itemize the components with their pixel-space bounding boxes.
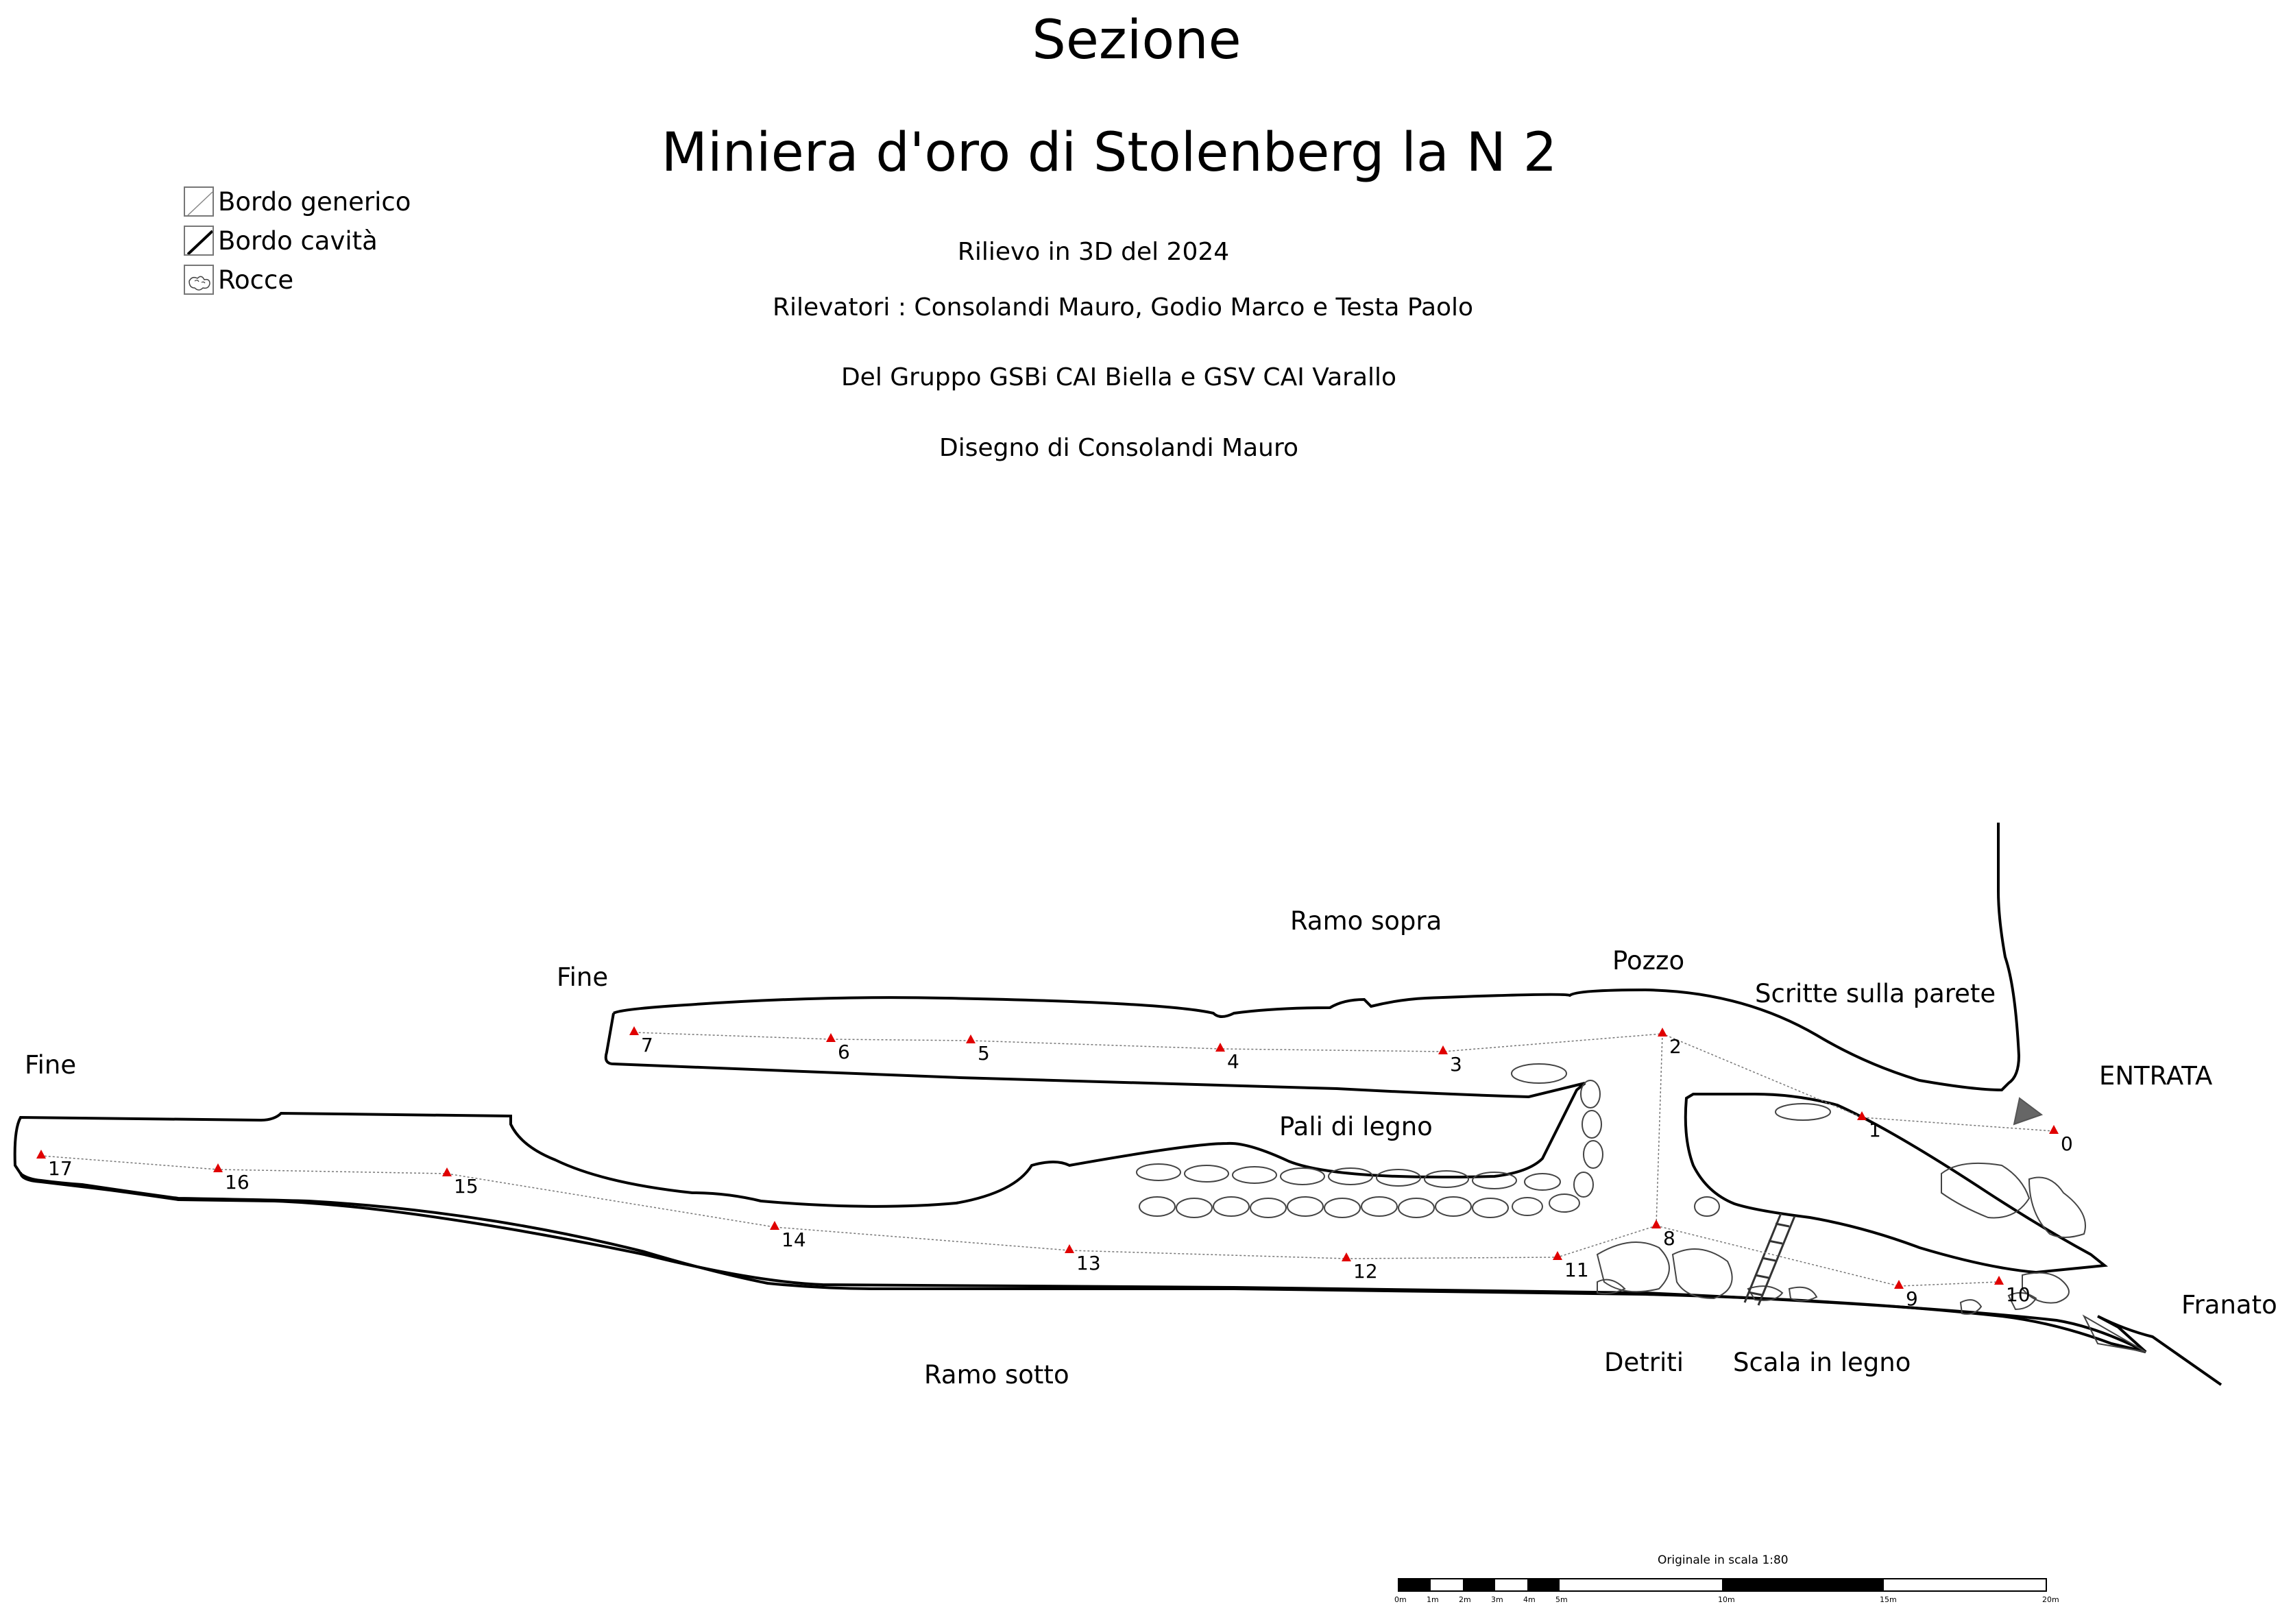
label-ramo-sopra: Ramo sopra <box>1290 906 1442 936</box>
scale-tick-label: 1m <box>1427 1595 1439 1604</box>
station-label: 13 <box>1076 1252 1101 1274</box>
label-ramo-sotto: Ramo sotto <box>924 1360 1069 1390</box>
scale-tick-label: 20m <box>2042 1595 2059 1604</box>
entrance-wall <box>1686 1094 2105 1272</box>
scale-tick-label: 10m <box>1718 1595 1735 1604</box>
wooden-ladder <box>1745 1213 1795 1305</box>
entrance-marker-icon <box>2014 1098 2041 1124</box>
station-marker <box>36 1150 46 1159</box>
label-fine-left: Fine <box>25 1050 77 1080</box>
station-label: 6 <box>838 1041 850 1063</box>
label-scala: Scala in legno <box>1733 1348 1911 1377</box>
station-marker <box>1651 1220 1661 1228</box>
station-marker <box>1994 1276 2004 1285</box>
collapse-wedge <box>2084 1316 2146 1352</box>
scale-tick-label: 2m <box>1459 1595 1471 1604</box>
station-marker <box>1894 1280 1904 1289</box>
legend-label: Bordo generico <box>218 186 411 217</box>
station-label: 12 <box>1353 1260 1378 1283</box>
cave-name: Miniera d'oro di Stolenberg la N 2 <box>661 122 1558 184</box>
station-label: 10 <box>2006 1283 2031 1306</box>
label-franato: Franato <box>2181 1290 2277 1320</box>
station-label: 5 <box>978 1042 990 1065</box>
station-label: 3 <box>1450 1053 1462 1076</box>
legend-label: Rocce <box>218 265 294 295</box>
upper-branch-floor <box>15 1013 2221 1385</box>
label-detriti: Detriti <box>1604 1348 1684 1377</box>
survey-note: Rilievo in 3D del 2024 <box>957 238 1230 266</box>
label-fine-upper: Fine <box>557 962 609 992</box>
station-label: 17 <box>48 1157 73 1180</box>
station-marker <box>442 1167 452 1176</box>
station-markers <box>36 1026 2059 1289</box>
drawing-note: Disegno di Consolandi Mauro <box>939 434 1298 462</box>
scale-tick-label: 15m <box>1880 1595 1897 1604</box>
station-marker <box>966 1034 976 1043</box>
station-label: 9 <box>1906 1287 1918 1310</box>
scale-tick-label: 4m <box>1523 1595 1536 1604</box>
scale-tick-label: 0m <box>1394 1595 1407 1604</box>
upper-branch-wall <box>614 823 2019 1090</box>
station-marker <box>629 1026 639 1035</box>
station-label: 11 <box>1564 1259 1589 1281</box>
scale-tick-label: 5m <box>1555 1595 1568 1604</box>
survey-polyline-well <box>1656 1034 1662 1226</box>
station-marker <box>770 1221 779 1230</box>
scale-tick-label: 3m <box>1491 1595 1503 1604</box>
station-marker <box>826 1033 836 1042</box>
page-title: Sezione <box>1032 10 1241 71</box>
label-pali: Pali di legno <box>1279 1112 1433 1141</box>
surveyors-note: Rilevatori : Consolandi Mauro, Godio Marco e Testa Paolo <box>772 293 1474 322</box>
station-label: 4 <box>1227 1050 1239 1073</box>
station-label: 14 <box>781 1228 806 1251</box>
group-note: Del Gruppo GSBi CAI Biella e GSV CAI Varallo <box>840 363 1397 391</box>
station-label: 7 <box>641 1034 653 1056</box>
station-label: 15 <box>454 1175 478 1198</box>
scale-caption: Originale in scala 1:80 <box>1658 1553 1789 1567</box>
station-marker <box>1065 1244 1074 1253</box>
station-marker <box>1342 1252 1351 1261</box>
station-label: 8 <box>1663 1227 1675 1250</box>
station-marker <box>1658 1028 1667 1037</box>
label-pozzo: Pozzo <box>1612 946 1685 975</box>
station-label: 0 <box>2061 1132 2073 1155</box>
station-marker <box>2049 1125 2059 1134</box>
station-marker <box>1438 1045 1448 1054</box>
legend-label: Bordo cavità <box>218 226 378 256</box>
station-marker <box>1553 1251 1562 1260</box>
station-label: 2 <box>1669 1035 1682 1058</box>
station-marker <box>213 1163 223 1172</box>
station-label: 1 <box>1869 1119 1881 1141</box>
label-entrata: ENTRATA <box>2099 1061 2213 1091</box>
station-label: 16 <box>225 1171 250 1193</box>
station-marker <box>1215 1043 1225 1052</box>
label-scritte: Scritte sulla parete <box>1755 979 1996 1008</box>
scale-bar <box>1398 1579 2046 1591</box>
rocks-debris <box>1597 1242 1817 1301</box>
